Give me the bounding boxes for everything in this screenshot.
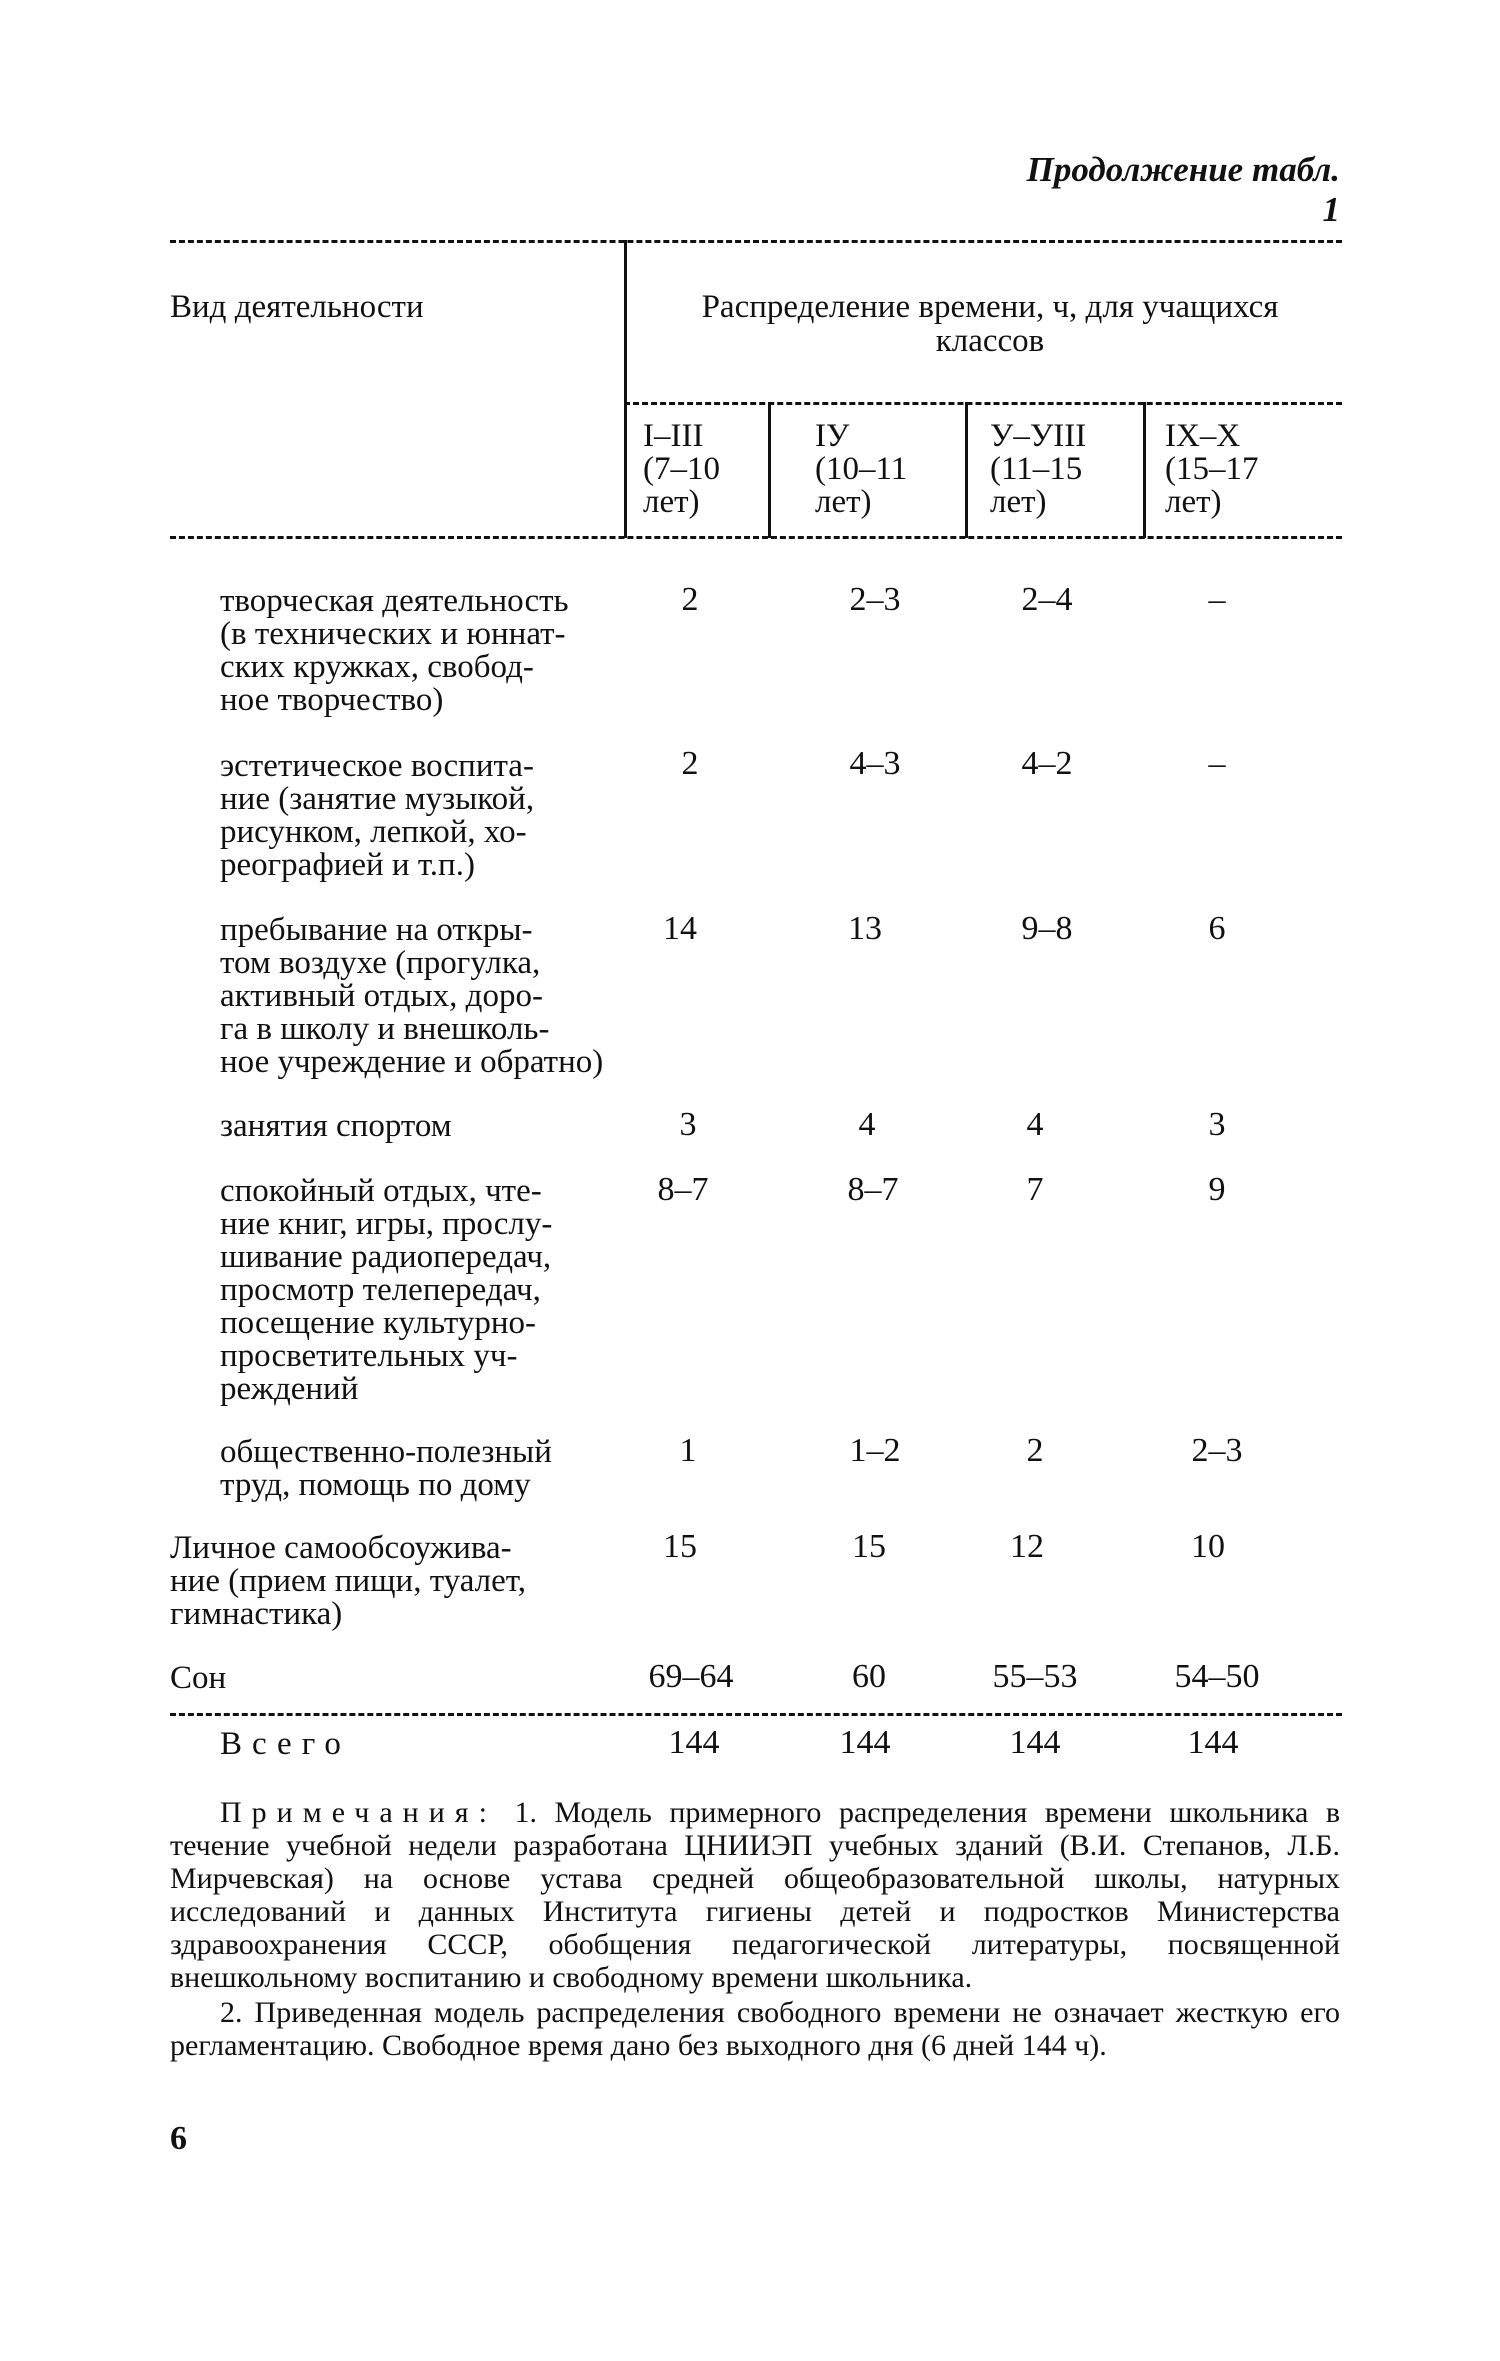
group-header-line-1: Распределение времени, ч, для учащихся	[701, 289, 1279, 325]
activity-line: том воздухе (прогулка,	[220, 945, 541, 981]
activity-line: творческая деятельность	[220, 583, 569, 619]
group-header-line-2: классов	[935, 323, 1045, 359]
table-cell: 54–50	[1174, 1658, 1260, 1695]
activity-line: ное творчество)	[220, 682, 444, 718]
notes-block	[170, 1796, 1340, 2062]
activity-line: спокойный отдых, чте-	[220, 1173, 542, 1209]
header-divider-vertical	[624, 240, 627, 538]
table-cell: 2	[681, 581, 699, 618]
header-bottom-rule	[170, 536, 1342, 539]
column-header-2-unit: лет)	[815, 484, 872, 520]
activity-line: ние (прием пищи, туалет,	[170, 1563, 526, 1599]
table-row-activity	[220, 1110, 452, 1143]
table-cell: 60	[852, 1658, 886, 1695]
table-caption: Продолжение табл. 1	[1026, 150, 1340, 229]
table-cell: 12	[1010, 1528, 1044, 1565]
table-cell: 9	[1208, 1171, 1226, 1208]
table-cell: 7	[1026, 1171, 1044, 1208]
column-header-3-unit: лет)	[990, 484, 1047, 520]
table-cell: 1	[679, 1432, 697, 1469]
table-cell: 2–3	[849, 581, 901, 618]
table-row-activity	[220, 1175, 552, 1406]
table-cell: 8–7	[847, 1171, 899, 1208]
column-header-1	[643, 420, 720, 519]
activity-line: просветительных уч-	[220, 1338, 518, 1374]
table-cell: 6	[1208, 910, 1226, 947]
activity-line: посещение культурно-	[220, 1305, 536, 1341]
activity-line: (в технических и юннат-	[220, 616, 566, 652]
activity-line: пребывание на откры-	[220, 912, 533, 948]
table-cell: 4	[858, 1106, 876, 1143]
activity-line: шивание радиопередач,	[220, 1239, 552, 1275]
column-header-3-age: (11–15	[990, 451, 1083, 487]
col-divider-1	[768, 402, 771, 538]
column-header-4-age: (15–17	[1165, 451, 1259, 487]
note-2: 2. Приведенная модель распределения свободного времени не означает жесткую его регламентацию. Свободное время дано без выходного дня (6 дней 144 ч).	[170, 1996, 1340, 2062]
column-header-3	[990, 420, 1086, 519]
activity-line: га в школу и внешколь-	[220, 1011, 550, 1047]
column-header-4-unit: лет)	[1165, 484, 1222, 520]
activity-line: ное учреждение и обратно)	[220, 1044, 604, 1080]
table-cell: 4	[1026, 1106, 1044, 1143]
table-cell: 8–7	[657, 1171, 709, 1208]
column-header-1-grades: I–III	[643, 418, 704, 454]
total-cell: 144	[839, 1724, 891, 1761]
table-row-activity	[170, 1662, 226, 1695]
activity-line: активный отдых, доро-	[220, 978, 543, 1014]
table-cell: 15	[852, 1528, 886, 1565]
activity-line: ских кружках, свобод-	[220, 649, 534, 685]
table-cell: 2	[681, 745, 699, 782]
table-cell: 3	[679, 1106, 697, 1143]
table-cell: 2	[1026, 1432, 1044, 1469]
column-header-2-grades: IУ	[815, 418, 850, 454]
group-header	[640, 290, 1340, 358]
table-cell: 2–3	[1191, 1432, 1243, 1469]
activity-line: реографией и т.п.)	[220, 847, 475, 883]
activity-line: Сон	[170, 1660, 227, 1696]
table-cell: 55–53	[992, 1658, 1078, 1695]
column-header-1-unit: лет)	[643, 484, 700, 520]
column-header-2-age: (10–11	[815, 451, 908, 487]
activity-line: ние книг, игры, прослу-	[220, 1206, 553, 1242]
table-cell: 4–2	[1021, 745, 1073, 782]
activity-line: Личное самообсоужива-	[170, 1530, 512, 1566]
subheader-rule	[624, 402, 1342, 405]
table-cell: 15	[663, 1528, 697, 1565]
note-1-text: 1. Модель примерного распределения времени школьника в течение учебной недели разработана ЦНИИЭП учебных зданий (В.И. Степанов, Л.Б. Мирчевская) на основе устава средней общеобразовательной школы, натурных исследований и данных Института гигиены детей и подростков Министерства здравоохранения СССР, обобщения педагогической литературы, посвященной внешкольному воспитанию и свободному времени школьника.	[170, 1796, 1340, 1994]
activity-line: рисунком, лепкой, хо-	[220, 814, 527, 850]
activity-line: занятия спортом	[220, 1108, 452, 1144]
table-cell: 10	[1191, 1528, 1225, 1565]
notes-label: Примечания:	[220, 1796, 497, 1829]
total-rule	[170, 1713, 1342, 1716]
table-cell: 2–4	[1021, 581, 1073, 618]
activity-line: эстетическое воспита-	[220, 748, 534, 784]
table-cell: –	[1208, 745, 1226, 782]
table-row-activity	[220, 1436, 552, 1502]
total-label: Всего	[220, 1726, 351, 1762]
table-cell: –	[1208, 581, 1226, 618]
col-divider-2	[965, 402, 968, 538]
page-number: 6	[170, 2120, 187, 2157]
table-cell: 1–2	[849, 1432, 901, 1469]
column-header-2	[815, 420, 907, 519]
activity-line: просмотр телепередач,	[220, 1272, 541, 1308]
note-1	[170, 1796, 1340, 1994]
column-header-3-grades: У–УIII	[990, 418, 1087, 454]
table-row-activity	[220, 914, 603, 1079]
col-divider-3	[1143, 402, 1146, 538]
total-cell: 144	[1009, 1724, 1061, 1761]
table-cell: 4–3	[849, 745, 901, 782]
column-header-4	[1165, 420, 1259, 519]
table-row-activity	[220, 750, 534, 882]
table-row-activity	[220, 585, 569, 717]
table-cell: 3	[1208, 1106, 1226, 1143]
activity-line: труд, помощь по дому	[220, 1467, 531, 1503]
column-header-1-age: (7–10	[643, 451, 720, 487]
table-cell: 13	[848, 910, 882, 947]
column-header-4-grades: IX–X	[1165, 418, 1241, 454]
table-cell: 69–64	[648, 1658, 734, 1695]
table-cell: 9–8	[1021, 910, 1073, 947]
activity-column-header: Вид деятельности	[170, 289, 424, 325]
total-cell: 144	[1187, 1724, 1239, 1761]
total-cell: 144	[668, 1724, 720, 1761]
activity-line: общественно-полезный	[220, 1434, 552, 1470]
table-row-activity	[170, 1532, 526, 1631]
activity-line: гимнастика)	[170, 1596, 343, 1632]
header-top-rule	[170, 240, 1342, 243]
activity-line: ние (занятие музыкой,	[220, 781, 535, 817]
table-cell: 14	[663, 910, 697, 947]
activity-line: реждений	[220, 1371, 359, 1407]
